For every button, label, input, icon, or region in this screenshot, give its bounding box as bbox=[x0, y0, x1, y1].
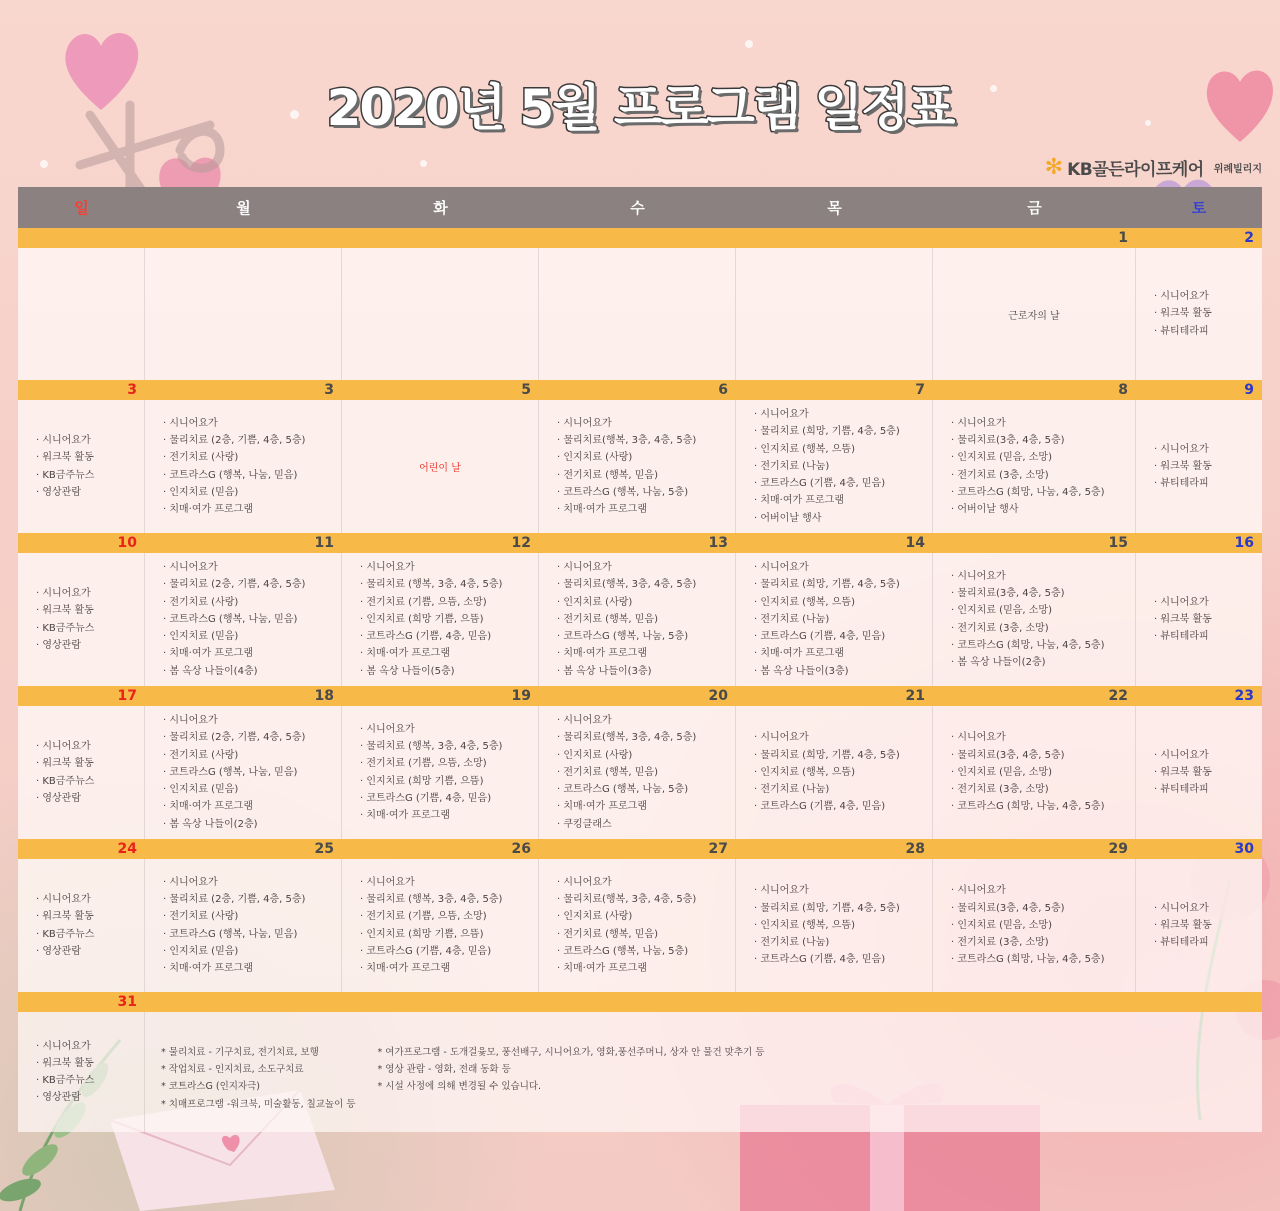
program-item: · 시니어요가 bbox=[1154, 441, 1262, 458]
day-cell bbox=[145, 400, 342, 533]
calendar-week bbox=[18, 686, 1262, 839]
program-item: · 인지치료 (사랑) bbox=[557, 908, 735, 925]
holiday-label: 근로자의 날 bbox=[1008, 310, 1060, 322]
program-item: · KB금주뉴스 bbox=[36, 467, 144, 484]
program-item: · 치매·여가 프로그램 bbox=[163, 798, 341, 815]
date-number: 24 bbox=[117, 841, 137, 857]
note-line: * 여가프로그램 - 도개걸윷모, 풍선배구, 시니어요가, 영화,풍선주머니, 상자 안 물건 맞추기 등 bbox=[378, 1044, 765, 1061]
date-number: 22 bbox=[1108, 688, 1128, 704]
calendar-week bbox=[18, 839, 1262, 992]
program-item: · KB금주뉴스 bbox=[36, 773, 144, 790]
program-item: · 봄 옥상 나들이(5층) bbox=[360, 663, 538, 680]
program-item: · 봄 옥상 나들이(2층) bbox=[951, 654, 1135, 671]
dot-decoration bbox=[40, 160, 48, 168]
program-item: · 인지치료 (사랑) bbox=[557, 449, 735, 466]
program-item: · 치매·여가 프로그램 bbox=[163, 960, 341, 977]
date-number: 28 bbox=[905, 841, 925, 857]
day-cell bbox=[736, 248, 933, 380]
program-item: · 시니어요가 bbox=[951, 415, 1135, 432]
kb-logo bbox=[1045, 155, 1262, 180]
program-item: · 인지치료 (행복, 으뜸) bbox=[754, 441, 932, 458]
program-item: · 시니어요가 bbox=[360, 721, 538, 738]
program-item: · 물리치료 (2층, 기쁨, 4층, 5층) bbox=[163, 891, 341, 908]
program-item: · 코트라스G (행복, 나눔, 믿음) bbox=[163, 764, 341, 781]
program-item: · 치매·여가 프로그램 bbox=[163, 645, 341, 662]
program-item: · 시니어요가 bbox=[36, 891, 144, 908]
date-bar bbox=[18, 992, 1262, 1012]
program-item: · 치매·여가 프로그램 bbox=[557, 960, 735, 977]
date-number: 7 bbox=[915, 382, 925, 398]
program-item: · 인지치료 (사랑) bbox=[557, 594, 735, 611]
weekday-mon: 월 bbox=[236, 199, 251, 217]
program-item: · 코트라스G (기쁨, 4층, 믿음) bbox=[360, 943, 538, 960]
date-bar bbox=[18, 228, 1262, 248]
kb-star-icon: ✻ bbox=[1044, 155, 1064, 180]
day-cell bbox=[539, 859, 736, 992]
date-number bbox=[539, 228, 736, 248]
program-item: · 워크북 활동 bbox=[1154, 764, 1262, 781]
day-cell bbox=[18, 859, 145, 992]
program-item: · 시니어요가 bbox=[754, 882, 932, 899]
program-item: · 인지치료 (믿음, 소망) bbox=[951, 764, 1135, 781]
program-item: · 물리치료 (희망, 기쁨, 4층, 5층) bbox=[754, 747, 932, 764]
program-item: · 전기치료 (사랑) bbox=[163, 449, 341, 466]
program-item: · 시니어요가 bbox=[163, 559, 341, 576]
program-item: · 물리치료 (희망, 기쁨, 4층, 5층) bbox=[754, 900, 932, 917]
program-item: · 뷰티테라피 bbox=[1154, 934, 1262, 951]
holiday-label: 어린이 날 bbox=[419, 463, 461, 474]
week-cells bbox=[18, 706, 1262, 839]
date-number: 5 bbox=[521, 382, 531, 398]
program-item: · 코트라스G (기쁨, 4층, 믿음) bbox=[754, 475, 932, 492]
weekday-sun: 일 bbox=[74, 199, 89, 217]
day-cell bbox=[933, 706, 1136, 839]
program-item: · 코트라스G (기쁨, 4층, 믿음) bbox=[754, 951, 932, 968]
program-item: · 시니어요가 bbox=[163, 874, 341, 891]
program-item: · 봄 옥상 나들이(2층) bbox=[163, 816, 341, 833]
program-item: · 시니어요가 bbox=[163, 415, 341, 432]
date-number: 6 bbox=[718, 382, 728, 398]
date-number: 31 bbox=[117, 994, 137, 1010]
program-item: · 인지치료 (희망 기쁨, 으뜸) bbox=[360, 773, 538, 790]
program-item: · 뷰티테라피 bbox=[1154, 781, 1262, 798]
date-number: 12 bbox=[511, 535, 531, 551]
day-cell bbox=[1136, 553, 1262, 686]
date-number: 25 bbox=[314, 841, 334, 857]
day-cell bbox=[736, 400, 933, 533]
program-item: · 치매·여가 프로그램 bbox=[754, 492, 932, 509]
date-number: 18 bbox=[314, 688, 334, 704]
program-item: · 코트라스G (기쁨, 4층, 믿음) bbox=[360, 628, 538, 645]
date-number bbox=[342, 228, 539, 248]
program-item: · 전기치료 (사랑) bbox=[163, 594, 341, 611]
program-item: · 인지치료 (믿음, 소망) bbox=[951, 449, 1135, 466]
program-item: · 전기치료 (나눔) bbox=[754, 781, 932, 798]
day-cell bbox=[342, 248, 539, 380]
program-item: · 물리치료(3층, 4층, 5층) bbox=[951, 432, 1135, 449]
program-item: · 전기치료 (행복, 믿음) bbox=[557, 764, 735, 781]
date-number: 19 bbox=[511, 688, 531, 704]
program-item: · 시니어요가 bbox=[951, 882, 1135, 899]
date-number: 20 bbox=[708, 688, 728, 704]
program-item: · 전기치료 (3층, 소망) bbox=[951, 620, 1135, 637]
program-item: · 코트라스G (행복, 나눔, 믿음) bbox=[163, 611, 341, 628]
program-item: · 시니어요가 bbox=[754, 559, 932, 576]
date-number: 30 bbox=[1234, 841, 1254, 857]
program-item: · 코트라스G (희망, 나눔, 4층, 5층) bbox=[951, 484, 1135, 501]
program-item: · 시니어요가 bbox=[163, 712, 341, 729]
program-item: · 코트라스G (기쁨, 4층, 믿음) bbox=[360, 790, 538, 807]
program-item: · 코트라스G (행복, 나눔, 5층) bbox=[557, 781, 735, 798]
program-item: · 치매·여가 프로그램 bbox=[360, 645, 538, 662]
program-item: · 코트라스G (행복, 나눔, 믿음) bbox=[163, 926, 341, 943]
date-number: 11 bbox=[314, 535, 334, 551]
program-item: · 시니어요가 bbox=[951, 729, 1135, 746]
logo-brand: KB골든라이프케어 bbox=[1067, 160, 1204, 180]
date-bar bbox=[18, 380, 1262, 400]
date-number: 3 bbox=[127, 382, 137, 398]
day-cell bbox=[1136, 859, 1262, 992]
day-cell bbox=[933, 400, 1136, 533]
week-cells bbox=[18, 553, 1262, 686]
program-item: · 시니어요가 bbox=[36, 585, 144, 602]
notes-left bbox=[161, 1044, 356, 1132]
program-item: · 시니어요가 bbox=[360, 874, 538, 891]
program-item: · KB금주뉴스 bbox=[36, 620, 144, 637]
program-item: · 인지치료 (행복, 으뜸) bbox=[754, 594, 932, 611]
day-cell bbox=[145, 706, 342, 839]
program-item: · 시니어요가 bbox=[1154, 747, 1262, 764]
program-item: · 어버이날 행사 bbox=[754, 510, 932, 527]
program-item: · 코트라스G (행복, 나눔, 5층) bbox=[557, 628, 735, 645]
program-item: · 물리치료 (2층, 기쁨, 4층, 5층) bbox=[163, 576, 341, 593]
program-item: · 시니어요가 bbox=[951, 568, 1135, 585]
program-item: · 물리치료(행복, 3층, 4층, 5층) bbox=[557, 729, 735, 746]
program-item: · 코트라스G (행복, 나눔, 5층) bbox=[557, 484, 735, 501]
day-cell bbox=[933, 248, 1136, 380]
week-cells bbox=[18, 400, 1262, 533]
program-item: · 어버이날 행사 bbox=[951, 501, 1135, 518]
program-item: · 치매·여가 프로그램 bbox=[557, 501, 735, 518]
day-cell bbox=[736, 553, 933, 686]
program-item: · 시니어요가 bbox=[36, 738, 144, 755]
day-cell bbox=[342, 706, 539, 839]
day-cell bbox=[1136, 400, 1262, 533]
program-item: · 전기치료 (행복, 믿음) bbox=[557, 611, 735, 628]
program-item: · 전기치료 (3층, 소망) bbox=[951, 934, 1135, 951]
program-item: · 영상관람 bbox=[36, 637, 144, 654]
program-item: · 코트라스G (행복, 나눔, 믿음) bbox=[163, 467, 341, 484]
date-number: 23 bbox=[1234, 688, 1254, 704]
program-item: · 인지치료 (행복, 으뜸) bbox=[754, 764, 932, 781]
program-item: · 코트라스G (희망, 나눔, 4층, 5층) bbox=[951, 798, 1135, 815]
program-item: · 뷰티테라피 bbox=[1154, 628, 1262, 645]
day-cell bbox=[18, 1012, 145, 1132]
day-cell bbox=[736, 859, 933, 992]
program-item: · 물리치료(3층, 4층, 5층) bbox=[951, 585, 1135, 602]
date-bar bbox=[18, 686, 1262, 706]
date-number: 3 bbox=[324, 382, 334, 398]
day-cell bbox=[539, 706, 736, 839]
date-number: 14 bbox=[905, 535, 925, 551]
program-item: · 인지치료 (믿음, 소망) bbox=[951, 917, 1135, 934]
date-bar bbox=[18, 839, 1262, 859]
date-number: 2 bbox=[1244, 230, 1254, 246]
program-item: · 시니어요가 bbox=[1154, 288, 1262, 305]
program-item: · 봄 옥상 나들이(3층) bbox=[754, 663, 932, 680]
calendar-week bbox=[18, 380, 1262, 533]
program-notes bbox=[145, 1012, 1262, 1132]
last-week-row bbox=[18, 1012, 1262, 1132]
weekday-sat: 토 bbox=[1191, 199, 1207, 217]
program-item: · 전기치료 (나눔) bbox=[754, 458, 932, 475]
date-number bbox=[18, 228, 145, 248]
date-number: 15 bbox=[1108, 535, 1128, 551]
page-title: 2020년 5월 프로그램 일정표 bbox=[326, 79, 954, 137]
date-number: 16 bbox=[1234, 535, 1254, 551]
program-item: · 워크북 활동 bbox=[36, 755, 144, 772]
date-number: 21 bbox=[905, 688, 925, 704]
day-cell bbox=[342, 400, 539, 533]
weekday-tue: 화 bbox=[433, 199, 448, 217]
logo-sub: 위례빌리지 bbox=[1213, 164, 1262, 175]
program-item: · 물리치료 (행복, 3층, 4층, 5층) bbox=[360, 738, 538, 755]
calendar-week bbox=[18, 533, 1262, 686]
program-item: · 영상관람 bbox=[36, 1089, 144, 1106]
note-line: * 코트라스G (인지자극) bbox=[161, 1078, 356, 1095]
program-item: · 뷰티테라피 bbox=[1154, 323, 1262, 340]
program-item: · 물리치료(3층, 4층, 5층) bbox=[951, 900, 1135, 917]
program-item: · 워크북 활동 bbox=[36, 449, 144, 466]
program-item: · 물리치료 (2층, 기쁨, 4층, 5층) bbox=[163, 432, 341, 449]
week-cells bbox=[18, 859, 1262, 992]
date-number: 27 bbox=[708, 841, 728, 857]
note-line: * 작업치료 - 인지치료, 소도구치료 bbox=[161, 1061, 356, 1078]
date-number: 8 bbox=[1118, 382, 1128, 398]
program-item: · 인지치료 (믿음) bbox=[163, 943, 341, 960]
weekday-thu: 목 bbox=[827, 199, 842, 217]
program-item: · 워크북 활동 bbox=[1154, 458, 1262, 475]
program-item: · 인지치료 (희망 기쁨, 으뜸) bbox=[360, 926, 538, 943]
weekday-wed: 수 bbox=[630, 199, 645, 217]
day-cell bbox=[342, 553, 539, 686]
program-item: · 물리치료 (희망, 기쁨, 4층, 5층) bbox=[754, 423, 932, 440]
program-item: · 코트라스G (기쁨, 4층, 믿음) bbox=[754, 628, 932, 645]
program-item: · 코트라스G (기쁨, 4층, 믿음) bbox=[754, 798, 932, 815]
program-item: · 물리치료 (행복, 3층, 4층, 5층) bbox=[360, 576, 538, 593]
program-item: · 치매·여가 프로그램 bbox=[557, 798, 735, 815]
program-item: · 물리치료(행복, 3층, 4층, 5층) bbox=[557, 576, 735, 593]
program-item: · 인지치료 (믿음) bbox=[163, 781, 341, 798]
program-item: · 시니어요가 bbox=[1154, 900, 1262, 917]
program-item: · 인지치료 (희망 기쁨, 으뜸) bbox=[360, 611, 538, 628]
note-line: * 물리치료 - 기구치료, 전기치료, 보행 bbox=[161, 1044, 356, 1061]
program-item: · 전기치료 (나눔) bbox=[754, 934, 932, 951]
program-item: · 치매·여가 프로그램 bbox=[360, 807, 538, 824]
program-item: · 인지치료 (믿음) bbox=[163, 628, 341, 645]
program-item: · 전기치료 (사랑) bbox=[163, 747, 341, 764]
program-item: · 영상관람 bbox=[36, 484, 144, 501]
note-line: * 영상 관람 - 영화, 전래 동화 등 bbox=[378, 1061, 765, 1078]
program-item: · 전기치료 (3층, 소망) bbox=[951, 781, 1135, 798]
program-item: · 쿠킹클래스 bbox=[557, 816, 735, 833]
day-cell bbox=[342, 859, 539, 992]
note-line: * 시설 사정에 의해 변경될 수 있습니다. bbox=[378, 1078, 765, 1095]
program-item: · 영상관람 bbox=[36, 790, 144, 807]
program-item: · 물리치료 (행복, 3층, 4층, 5층) bbox=[360, 891, 538, 908]
date-number: 10 bbox=[117, 535, 137, 551]
day-cell bbox=[1136, 706, 1262, 839]
program-item: · 시니어요가 bbox=[754, 406, 932, 423]
note-line: * 치매프로그램 -워크북, 미술활동, 칠교놀이 등 bbox=[161, 1096, 356, 1113]
date-number: 9 bbox=[1244, 382, 1254, 398]
day-cell bbox=[145, 553, 342, 686]
calendar-week-last bbox=[18, 992, 1262, 1132]
calendar-week bbox=[18, 228, 1262, 380]
calendar-weeks bbox=[18, 228, 1262, 992]
date-number bbox=[736, 228, 933, 248]
date-number: 29 bbox=[1108, 841, 1128, 857]
day-cell bbox=[539, 553, 736, 686]
day-cell bbox=[1136, 248, 1262, 380]
date-number: 1 bbox=[1118, 230, 1128, 246]
program-item: · 물리치료 (희망, 기쁨, 4층, 5층) bbox=[754, 576, 932, 593]
program-item: · 시니어요가 bbox=[557, 559, 735, 576]
weekday-fri: 금 bbox=[1027, 199, 1042, 217]
program-item: · 물리치료 (2층, 기쁨, 4층, 5층) bbox=[163, 729, 341, 746]
program-item: · 시니어요가 bbox=[36, 1038, 144, 1055]
program-item: · 워크북 활동 bbox=[1154, 305, 1262, 322]
date-number bbox=[145, 228, 342, 248]
program-item: · 워크북 활동 bbox=[36, 908, 144, 925]
program-item: · 전기치료 (행복, 믿음) bbox=[557, 926, 735, 943]
program-item: · 물리치료(행복, 3층, 4층, 5층) bbox=[557, 432, 735, 449]
program-item: · 영상관람 bbox=[36, 943, 144, 960]
notes-right bbox=[378, 1044, 765, 1132]
program-item: · 봄 옥상 나들이(4층) bbox=[163, 663, 341, 680]
program-item: · 인지치료 (믿음) bbox=[163, 484, 341, 501]
weekday-header bbox=[18, 187, 1262, 228]
program-item: · 시니어요가 bbox=[36, 432, 144, 449]
program-item: · 전기치료 (사랑) bbox=[163, 908, 341, 925]
program-item: · 시니어요가 bbox=[1154, 594, 1262, 611]
dot-decoration bbox=[420, 160, 427, 167]
day-cell bbox=[539, 400, 736, 533]
program-item: · 시니어요가 bbox=[360, 559, 538, 576]
program-item: · 시니어요가 bbox=[557, 874, 735, 891]
week-cells bbox=[18, 248, 1262, 380]
calendar bbox=[18, 187, 1262, 1132]
program-item: · 전기치료 (기쁨, 으뜸, 소망) bbox=[360, 755, 538, 772]
day-cell bbox=[18, 248, 145, 380]
program-item: · 뷰티테라피 bbox=[1154, 475, 1262, 492]
program-item: · 인지치료 (믿음, 소망) bbox=[951, 602, 1135, 619]
program-item: · 시니어요가 bbox=[557, 415, 735, 432]
program-item: · 코트라스G (희망, 나눔, 4층, 5층) bbox=[951, 951, 1135, 968]
program-item: · 인지치료 (사랑) bbox=[557, 747, 735, 764]
program-item: · 시니어요가 bbox=[557, 712, 735, 729]
program-item: · 워크북 활동 bbox=[36, 1055, 144, 1072]
program-item: · 전기치료 (3층, 소망) bbox=[951, 467, 1135, 484]
program-item: · 코트라스G (희망, 나눔, 4층, 5층) bbox=[951, 637, 1135, 654]
day-cell bbox=[736, 706, 933, 839]
day-cell bbox=[18, 400, 145, 533]
program-item: · 치매·여가 프로그램 bbox=[163, 501, 341, 518]
date-bar bbox=[18, 533, 1262, 553]
day-cell bbox=[933, 553, 1136, 686]
day-cell bbox=[145, 859, 342, 992]
program-item: · 워크북 활동 bbox=[36, 602, 144, 619]
program-item: · 전기치료 (기쁨, 으뜸, 소망) bbox=[360, 908, 538, 925]
date-number: 13 bbox=[708, 535, 728, 551]
program-item: · 치매·여가 프로그램 bbox=[557, 645, 735, 662]
program-item: · 치매·여가 프로그램 bbox=[360, 960, 538, 977]
date-number: 17 bbox=[117, 688, 137, 704]
program-item: · 전기치료 (나눔) bbox=[754, 611, 932, 628]
dot-decoration bbox=[745, 40, 753, 48]
day-cell bbox=[933, 859, 1136, 992]
program-item: · 전기치료 (기쁨, 으뜸, 소망) bbox=[360, 594, 538, 611]
program-item: · 코트라스G (행복, 나눔, 5층) bbox=[557, 943, 735, 960]
program-item: · KB금주뉴스 bbox=[36, 1072, 144, 1089]
day-cell bbox=[145, 248, 342, 380]
program-item: · 전기치료 (행복, 믿음) bbox=[557, 467, 735, 484]
program-item: · 치매·여가 프로그램 bbox=[754, 645, 932, 662]
day-cell bbox=[539, 248, 736, 380]
program-item: · 워크북 활동 bbox=[1154, 917, 1262, 934]
day-cell bbox=[18, 553, 145, 686]
program-item: · 봄 옥상 나들이(3층) bbox=[557, 663, 735, 680]
program-item: · 인지치료 (행복, 으뜸) bbox=[754, 917, 932, 934]
program-item: · KB금주뉴스 bbox=[36, 926, 144, 943]
program-item: · 시니어요가 bbox=[754, 729, 932, 746]
program-item: · 워크북 활동 bbox=[1154, 611, 1262, 628]
program-item: · 물리치료(행복, 3층, 4층, 5층) bbox=[557, 891, 735, 908]
program-item: · 물리치료(3층, 4층, 5층) bbox=[951, 747, 1135, 764]
day-cell bbox=[18, 706, 145, 839]
date-number: 26 bbox=[511, 841, 531, 857]
